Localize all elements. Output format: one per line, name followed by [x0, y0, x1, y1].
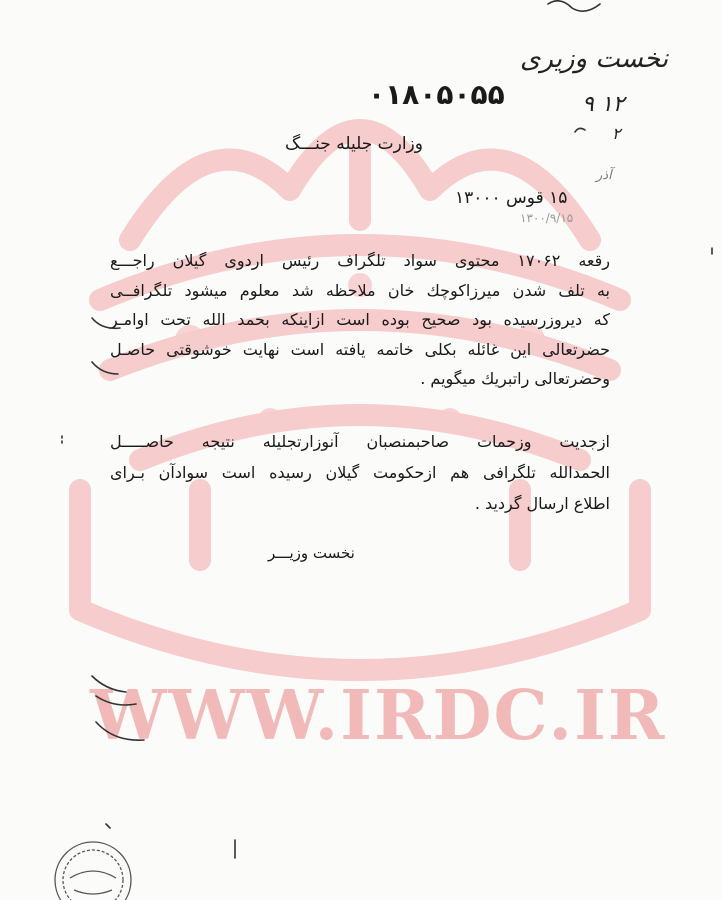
- ministry-heading: وزارت جلیله جنـــگ: [285, 134, 423, 154]
- body-line: رقعه ۱۷۰۶۲ محتوی سواد تلگراف رئیس اردوی گیلان راجـــع: [110, 251, 610, 270]
- seal-stamp-icon: [48, 838, 138, 900]
- handwritten-number: ۱۲ ۹: [582, 92, 625, 117]
- body-line: ازجدیت وزحمات صاحبمنصبان آنوزارتجلیله نتیجه حاصـــــل: [110, 432, 610, 451]
- corner-handwriting: نخست وزیری: [520, 44, 669, 74]
- body-line: اطلاع ارسال گردید .: [474, 494, 610, 513]
- watermark-text: WWW.IRDC.IR: [90, 676, 667, 756]
- signature-title: نخست وزیـــر: [268, 544, 355, 562]
- body-line: به تلف شدن میرزاکوچك خان ملاحظه شد معلوم میشود تلگرافــی: [110, 280, 610, 300]
- handwritten-month: آذر: [596, 168, 612, 183]
- document-number: ۰۱۸۰۵۰۵۵: [368, 78, 505, 111]
- body-line: وحضرتعالی راتبریك میگویم .: [420, 369, 610, 388]
- handwritten-subnumber: ۲: [612, 124, 621, 143]
- body-line: الحمدالله تلگرافی هم ازحکومت گیلان رسیده است سوادآن بـرای: [110, 463, 610, 482]
- letter-date: ۱۵ قوس ۱۳۰۰۰: [455, 188, 568, 208]
- body-line: حضرتعالی این غائله بکلی خاتمه یافته است نهایت خوشوقتی حاصـل: [110, 339, 610, 359]
- body-line: که دیروزرسیده بود صحیح بوده است ازاینکه بحمد الله تحت اوامـر: [110, 310, 610, 329]
- faint-stamp-date: ۱۳۰۰/۹/۱۵: [520, 211, 574, 225]
